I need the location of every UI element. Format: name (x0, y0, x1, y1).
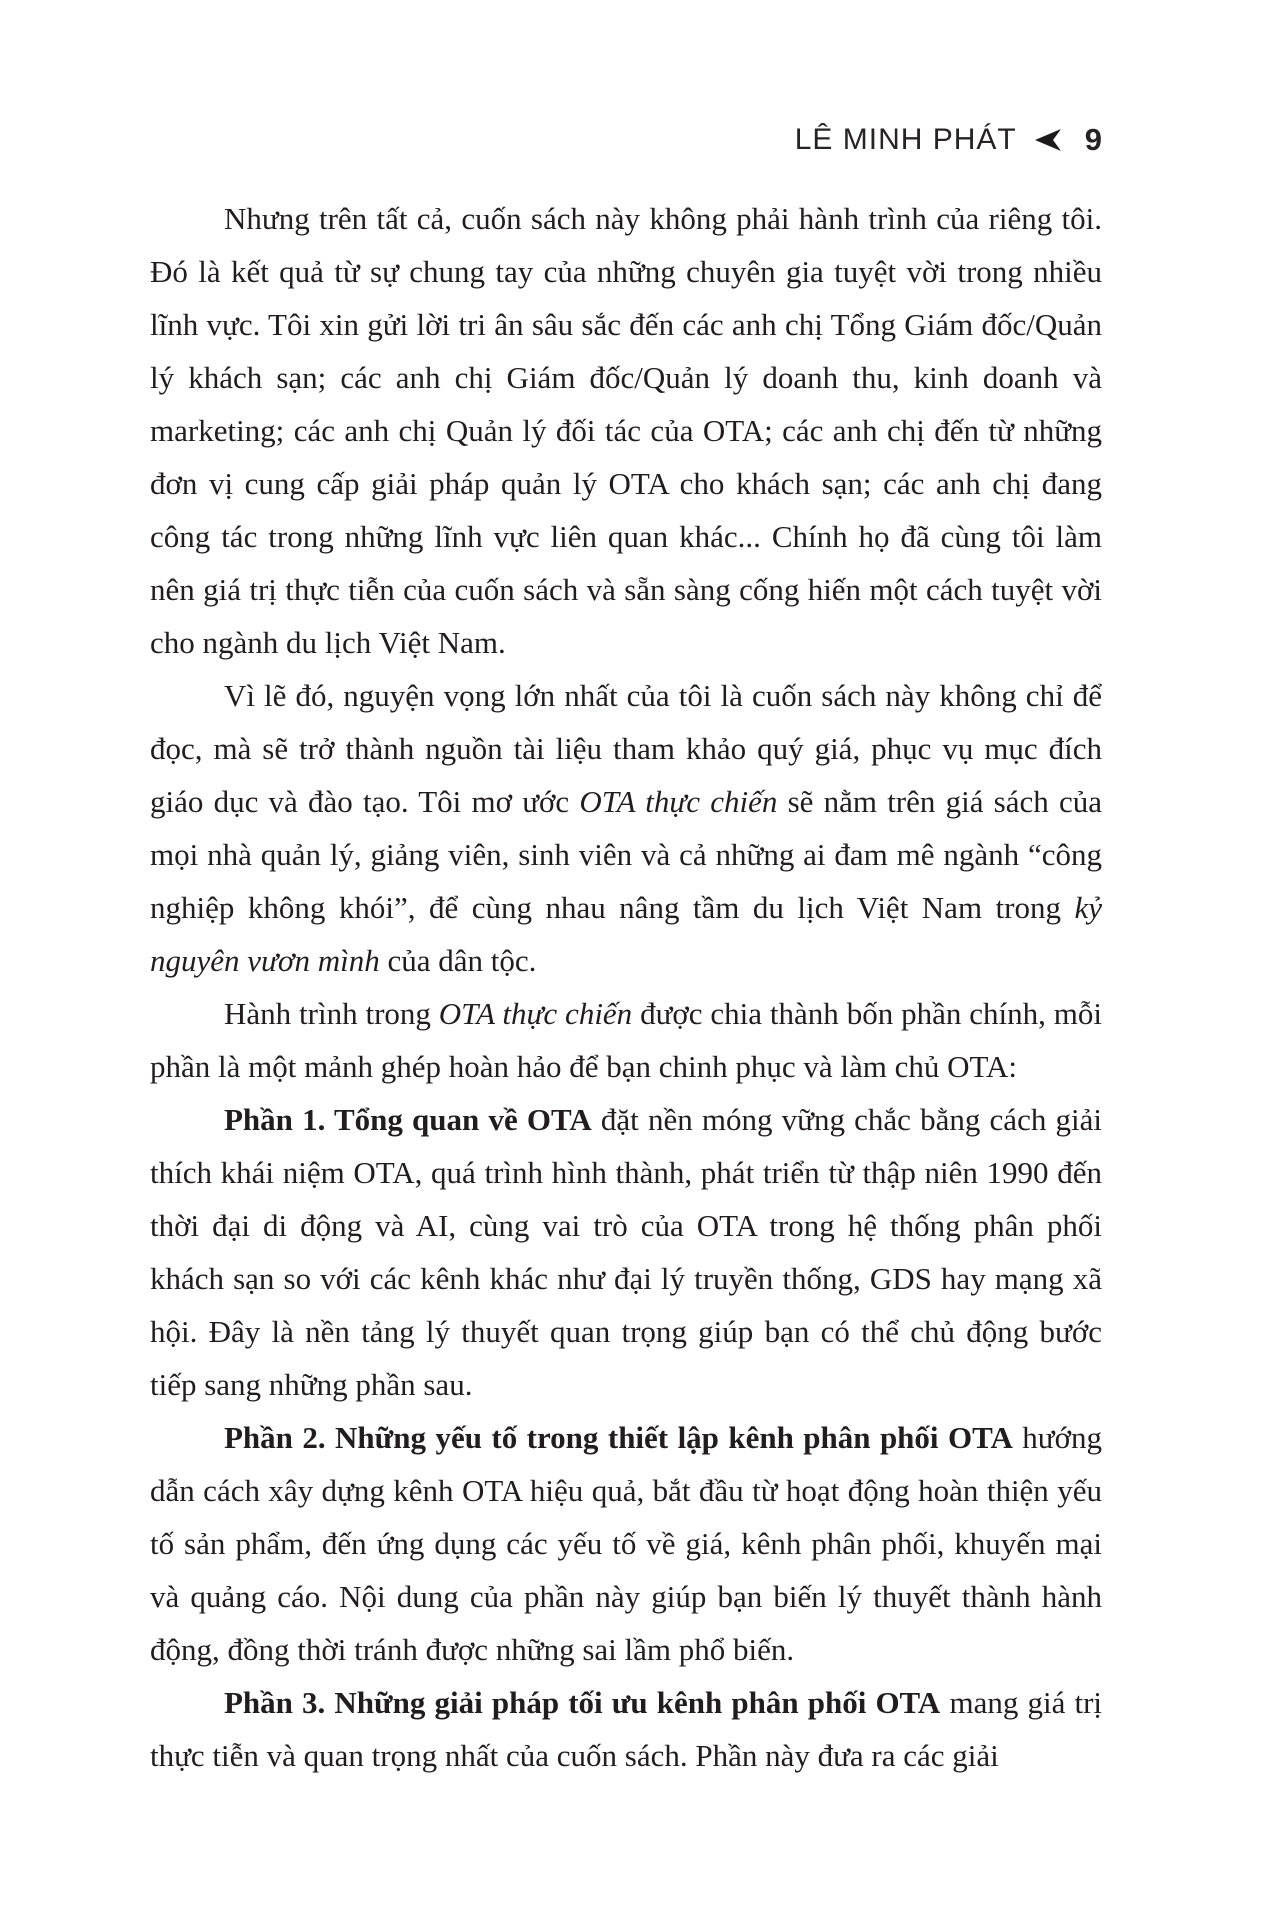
paragraph (150, 669, 1102, 987)
text-run: đặt nền móng vững chắc bằng cách giải thích khái niệm OTA, quá trình hình thành, phát triển từ thập niên 1990 đến thời đại di động và AI, cùng vai trò của OTA trong hệ thống phân phối khách sạn so với các kênh khác như đại lý truyền thống, GDS hay mạng xã hội. Đây là nền tảng lý thuyết quan trọng giúp bạn có thể chủ động bước tiếp sang những phần sau. (150, 1102, 1102, 1402)
paragraph (150, 1093, 1102, 1411)
page-body (150, 192, 1102, 1782)
bold-run: Phần 2. Những yếu tố trong thiết lập kênh phân phối OTA (224, 1420, 1013, 1455)
running-header (150, 122, 1102, 158)
left-arrowhead-icon (1035, 128, 1061, 152)
paragraph (150, 1676, 1102, 1782)
paragraph (150, 1411, 1102, 1676)
text-run: được chia thành bốn phần chính, mỗi phần là một mảnh ghép hoàn hảo để bạn chinh phục và làm chủ OTA: (150, 996, 1102, 1084)
italic-run: OTA thực chiến (438, 996, 633, 1031)
text-run: của dân tộc. (379, 943, 537, 978)
bold-run: Phần 3. Những giải pháp tối ưu kênh phân phối OTA (224, 1685, 941, 1720)
text-run: Hành trình trong (224, 996, 439, 1031)
page-number: 9 (1084, 122, 1102, 157)
text-run: mang giá trị thực tiễn và quan trọng nhất của cuốn sách. Phần này đưa ra các giải (150, 1685, 1103, 1773)
paragraph (150, 987, 1102, 1093)
italic-run: OTA thực chiến (579, 784, 778, 819)
text-run: Vì lẽ đó, nguyện vọng lớn nhất của tôi là cuốn sách này không chỉ để đọc, mà sẽ trở thành nguồn tài liệu tham khảo quý giá, phục vụ mục đích giáo dục và đào tạo. Tôi mơ ước (150, 678, 1102, 819)
text-run: sẽ nằm trên giá sách của mọi nhà quản lý, giảng viên, sinh viên và cả những ai đam mê ngành “công nghiệp không khói”, để cùng nhau nâng tầm du lịch Việt Nam trong (150, 784, 1102, 925)
italic-run: kỷ nguyên vươn mình (150, 890, 1102, 978)
author-name: LÊ MINH PHÁT (794, 123, 1017, 156)
text-run: Nhưng trên tất cả, cuốn sách này không phải hành trình của riêng tôi. Đó là kết quả từ sự chung tay của những chuyên gia tuyệt vời trong nhiều lĩnh vực. Tôi xin gửi lời tri ân sâu sắc đến các anh chị Tổng Giám đốc/Quản lý khách sạn; các anh chị Giám đốc/Quản lý doanh thu, kinh doanh và marketing; các anh chị Quản lý đối tác của OTA; các anh chị đến từ những đơn vị cung cấp giải pháp quản lý OTA cho khách sạn; các anh chị đang công tác trong những lĩnh vực liên quan khác... Chính họ đã cùng tôi làm nên giá trị thực tiễn của cuốn sách và sẵn sàng cống hiến một cách tuyệt vời cho ngành du lịch Việt Nam. (150, 201, 1102, 660)
bold-run: Phần 1. Tổng quan về OTA (224, 1102, 592, 1137)
paragraph (150, 192, 1102, 669)
text-run: hướng dẫn cách xây dựng kênh OTA hiệu quả, bắt đầu từ hoạt động hoàn thiện yếu tố sản phẩm, đến ứng dụng các yếu tố về giá, kênh phân phối, khuyến mại và quảng cáo. Nội dung của phần này giúp bạn biến lý thuyết thành hành động, đồng thời tránh được những sai lầm phổ biến. (150, 1420, 1102, 1667)
